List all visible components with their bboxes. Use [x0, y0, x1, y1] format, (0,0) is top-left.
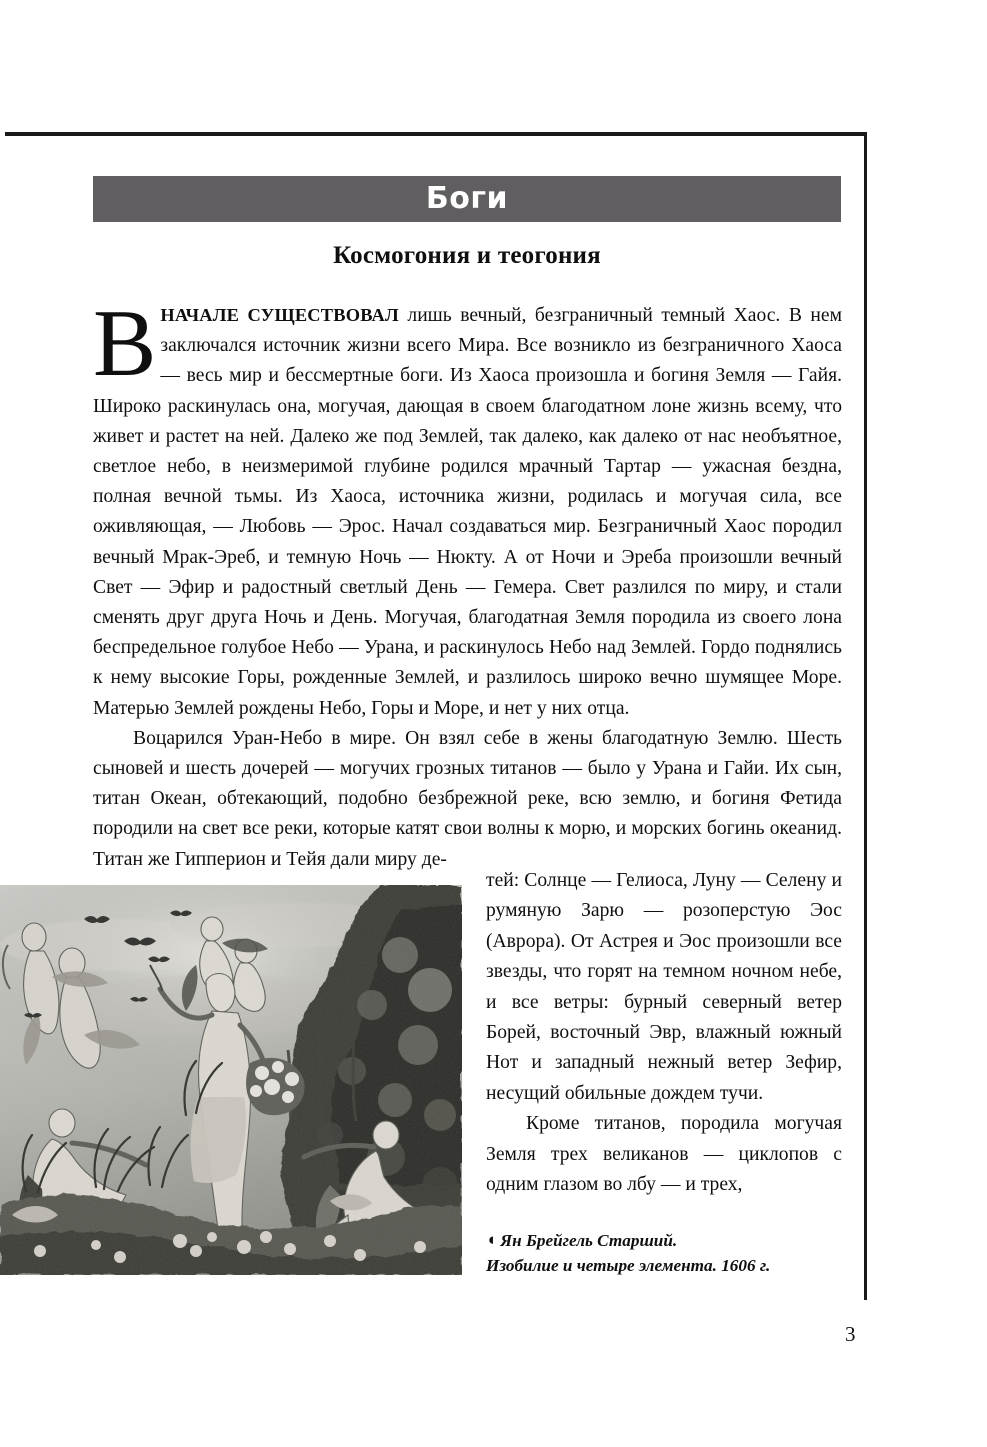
body-text-column: [93, 290, 842, 875]
paragraph-one-smallcaps-lead: НАЧАЛЕ СУЩЕСТВОВАЛ: [160, 305, 399, 325]
side-paragraph-two-continuation: тей: Солнце — Гелиоса, Луну — Селену и румяную Зарю — розоперстую Эос (Аврора). От Астрея и Эос произошли все звезды, что горят на темном ночном небе, и все ветры: бурный северный ветер Борей, восточный Эвр, влажный южный Нот и западный нежный ветер Зефир, несущий обильные дождем тучи.: [486, 870, 842, 1104]
illustration-caption: [486, 1228, 842, 1278]
page-frame-top-rule: [5, 132, 866, 136]
chapter-title-band: [93, 176, 841, 222]
side-text-column: [486, 866, 842, 1200]
caption-line-one: Ян Брейгель Старший.: [500, 1231, 678, 1250]
section-heading: Космогония и теогония: [333, 242, 601, 269]
paragraph-one: [93, 290, 842, 724]
chapter-title: Боги: [425, 181, 509, 216]
illustration-artwork: [0, 885, 462, 1275]
page-frame-right-rule: [864, 132, 867, 1300]
illustration-image: [0, 885, 462, 1275]
caption-line-two: Изобилие и четыре элемента. 1606 г.: [486, 1256, 771, 1275]
paragraph-two: Воцарился Уран-Небо в мире. Он взял себе в жены благодатную Землю. Шесть сыновей и шесть дочерей — могучих грозных титанов — было у Урана и Гайи. Их сын, титан Океан, обтекающий, подобно безбрежной реке, всю землю, и богиня Фетида породили на свет все реки, которые катят свои волны к морю, и морских богинь океанид. Титан же Гипперион и Тейя дали миру де-: [93, 727, 842, 870]
drop-cap: В: [93, 290, 157, 396]
side-paragraph-three: Кроме титанов, породила могучая Земля трех великанов — циклопов с одним глазом во лбу — и трех,: [486, 1113, 842, 1196]
caption-pointer-icon: ◖: [486, 1230, 497, 1249]
paragraph-one-text: лишь вечный, безграничный темный Хаос. В нем заключался источник жизни всего Мира. Все возникло из безграничного Хаоса — весь мир и бессмертные боги. Из Хаоса произошла и богиня Земля — Гайя. Широко раскинулась она, могучая, дающая в своем благодатном лоне жизнь всему, что живет и растет на ней. Далеко же под Землей, так далеко, как далеко от нас необъятное, светлое небо, в неизмеримой глубине родился мрачный Тартар — ужасная бездна, полная вечной тьмы. Из Хаоса, источника жизни, родилась и могучая сила, все оживляющая, — Любовь — Эрос. Начал создаваться мир. Безграничный Хаос породил вечный Мрак-Эреб, и темную Ночь — Нюкту. А от Ночи и Эреба произошли вечный Свет — Эфир и радостный светлый День — Гемера. Свет разлился по миру, и стали сменять друг друга Ночь и День. Могучая, благодатная Земля породила из своего лона беспредельное голубое Небо — Урана, и раскинулось Небо над Землей. Гордо поднялись к нему высокие Горы, рожденные Землей, и разлилось широко вечно шумящее Море. Матерью Землей рождены Небо, Горы и Море, и нет у них отца.: [93, 305, 842, 719]
page-number: 3: [845, 1322, 856, 1346]
